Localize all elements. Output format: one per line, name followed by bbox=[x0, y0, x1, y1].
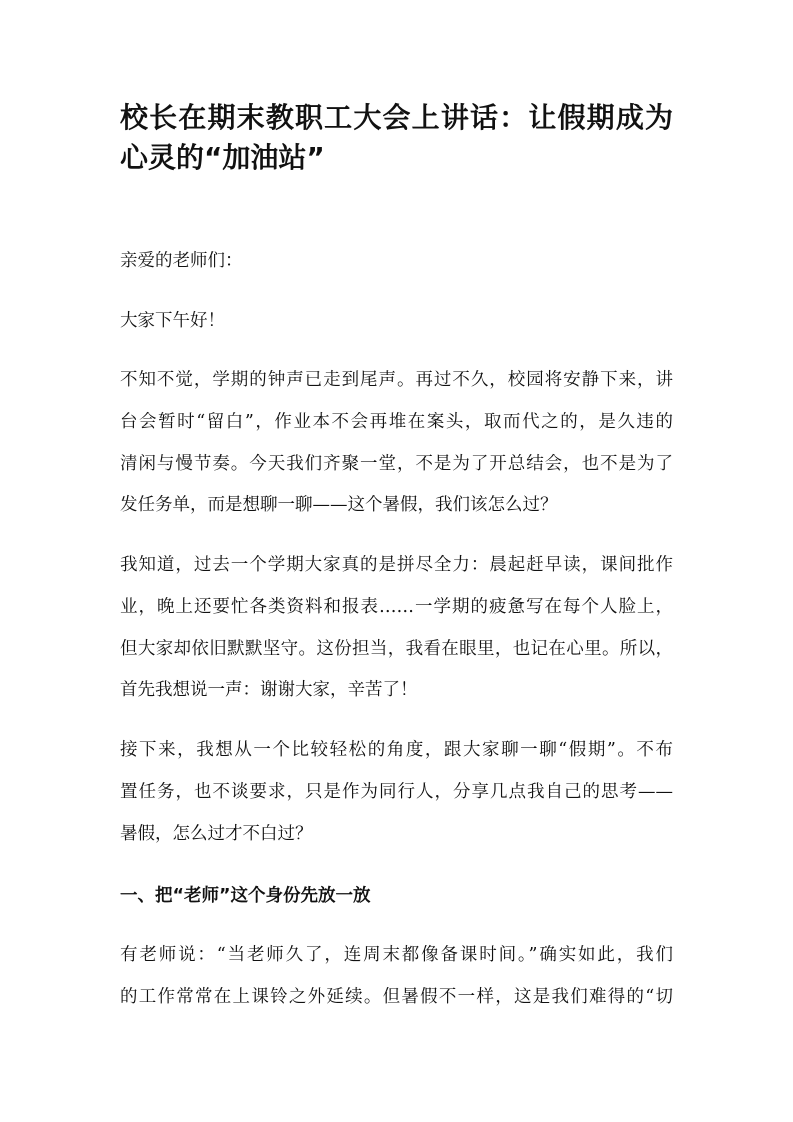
title-line: 校长在期末教职工大会上讲话：让假期成为 bbox=[120, 101, 673, 134]
salutation-text: 亲爱的老师们： bbox=[120, 251, 243, 271]
paragraph-1 bbox=[120, 360, 673, 527]
paragraph-line: 暑假，怎么过才不白过？ bbox=[120, 823, 313, 844]
paragraph-line: 有老师说：“当老师久了，连周末都像备课时间。”确实如此，我们 bbox=[120, 945, 673, 965]
section-heading-1 bbox=[120, 881, 673, 911]
paragraph-line: 清闲与慢节奏。今天我们齐聚一堂，不是为了开总结会，也不是为了 bbox=[120, 453, 673, 474]
paragraph-line: 但大家却依旧默默坚守。这份担当，我看在眼里，也记在心里。所以， bbox=[120, 638, 673, 659]
paragraph-line: 不知不觉，学期的钟声已走到尾声。再过不久，校园将安静下来，讲 bbox=[120, 370, 673, 390]
paragraph-line: 业，晚上还要忙各类资料和报表……一学期的疲惫写在每个人脸上， bbox=[120, 596, 673, 617]
paragraph-line: 置任务，也不谈要求，只是作为同行人，分享几点我自己的思考—— bbox=[120, 781, 673, 802]
greeting-text: 大家下午好！ bbox=[120, 311, 225, 331]
paragraph-2 bbox=[120, 545, 673, 712]
greeting bbox=[120, 301, 673, 343]
paragraph-3 bbox=[120, 730, 673, 855]
paragraph-line: 发任务单，而是想聊一聊——这个暑假，我们该怎么过？ bbox=[120, 495, 558, 516]
salutation bbox=[120, 241, 673, 283]
document-title bbox=[120, 98, 673, 178]
paragraph-line: 我知道，过去一个学期大家真的是拼尽全力：晨起赶早读，课间批作 bbox=[120, 555, 673, 575]
paragraph-line: 的工作常常在上课铃之外延续。但暑假不一样，这是我们难得的“切 bbox=[120, 986, 673, 1007]
paragraph-line: 台会暂时“留白”，作业本不会再堆在案头，取而代之的，是久违的 bbox=[120, 411, 673, 432]
paragraph-line: 接下来，我想从一个比较轻松的角度，跟大家聊一聊“假期”。不布 bbox=[120, 740, 673, 760]
paragraph-4 bbox=[120, 935, 673, 1019]
title-line: 心灵的“加油站” bbox=[120, 141, 325, 174]
heading-text: 一、把“老师”这个身份先放一放 bbox=[120, 886, 371, 906]
paragraph-line: 首先我想说一声：谢谢大家，辛苦了！ bbox=[120, 680, 418, 701]
